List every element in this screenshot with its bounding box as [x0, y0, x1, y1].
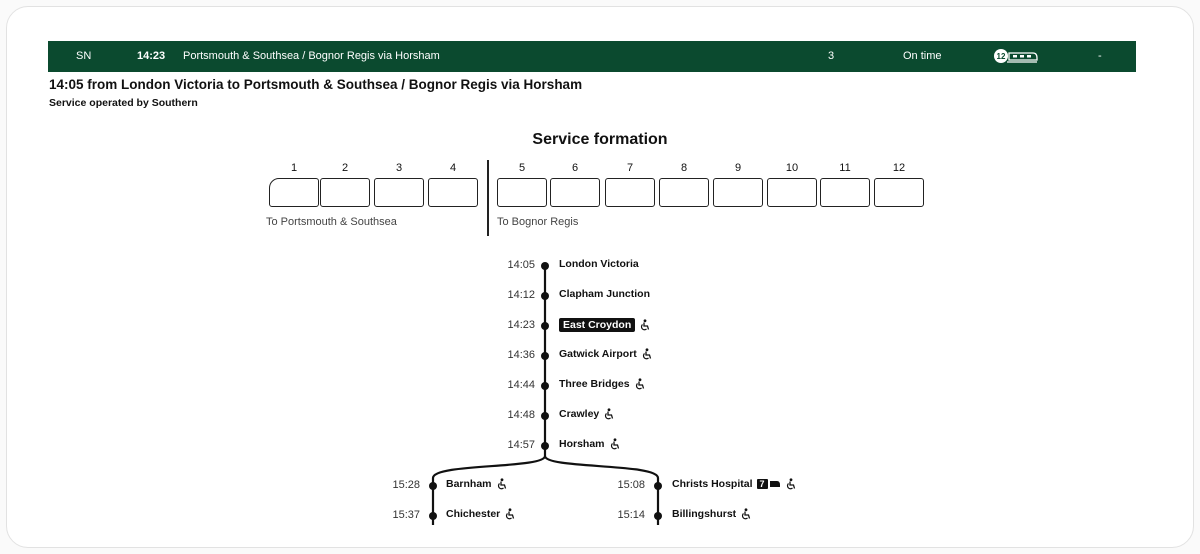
- stop-dot: [541, 352, 549, 360]
- operator-code: SN: [76, 50, 92, 62]
- portion-b-label: To Bognor Regis: [497, 216, 579, 228]
- stop-label: Clapham Junction: [559, 288, 651, 300]
- coach-number: 6: [571, 162, 579, 174]
- stop-label: Crawley: [559, 408, 600, 420]
- stop-dot: [654, 482, 662, 490]
- accessible-icon: [785, 478, 797, 490]
- coach-12[interactable]: [874, 178, 924, 207]
- coach-number: 5: [518, 162, 526, 174]
- coach-5[interactable]: [497, 178, 547, 207]
- coach-number: 10: [785, 162, 799, 174]
- train-length-icon: [993, 47, 1039, 68]
- stop-time: 14:12: [507, 289, 535, 301]
- stop-name[interactable]: [559, 408, 615, 420]
- status: On time: [903, 50, 942, 62]
- stop-label: Billingshurst: [672, 508, 737, 520]
- accessible-icon: [740, 508, 752, 520]
- coach-count: 12: [996, 52, 1006, 61]
- stop-label: East Croydon: [559, 318, 635, 332]
- portion-divider: [487, 160, 489, 236]
- departure-time: 14:23: [137, 50, 166, 62]
- formation-title: Service formation: [532, 131, 668, 148]
- coach-2[interactable]: [320, 178, 370, 207]
- stop-dot: [541, 322, 549, 330]
- stop-time: 15:14: [617, 509, 645, 521]
- stop-name[interactable]: [672, 478, 797, 490]
- accessible-icon: [504, 508, 516, 520]
- stop-dot: [541, 412, 549, 420]
- accessible-icon: [496, 478, 508, 490]
- operator-line: Service operated by Southern: [49, 97, 198, 109]
- coach-number: 7: [626, 162, 634, 174]
- stop-time: 15:08: [617, 479, 645, 491]
- accessible-icon: [634, 378, 646, 390]
- stop-label: Christs Hospital: [672, 478, 753, 490]
- coach-1[interactable]: [269, 178, 319, 207]
- stop-label: Barnham: [446, 478, 492, 490]
- stop-dot: [541, 262, 549, 270]
- stop-name[interactable]: [559, 318, 651, 332]
- page-frame: [6, 6, 1194, 548]
- stop-name[interactable]: [446, 478, 508, 490]
- stop-label: Horsham: [559, 438, 605, 450]
- stop-name[interactable]: [559, 288, 650, 300]
- stop-label: Chichester: [446, 508, 501, 520]
- stop-dot: [541, 292, 549, 300]
- stop-time: 14:05: [507, 259, 535, 271]
- accessible-icon: [609, 438, 621, 450]
- coach-badge: 7: [757, 479, 781, 489]
- coach-number: 4: [449, 162, 457, 174]
- coach-number: 2: [341, 162, 349, 174]
- page-title: 14:05 from London Victoria to Portsmouth & Southsea / Bognor Regis via Horsham: [49, 77, 583, 92]
- stop-dot: [541, 382, 549, 390]
- coach-6[interactable]: [550, 178, 600, 207]
- stop-name[interactable]: [559, 348, 653, 360]
- accessible-icon: [641, 348, 653, 360]
- portion-a-label: To Portsmouth & Southsea: [266, 216, 397, 228]
- stop-name[interactable]: [559, 258, 639, 270]
- stop-dot: [429, 512, 437, 520]
- stop-time: 14:57: [507, 439, 535, 451]
- coach-7[interactable]: [605, 178, 655, 207]
- coach-number: 8: [680, 162, 688, 174]
- coach-number: 11: [839, 162, 851, 174]
- stop-time: 14:44: [507, 379, 535, 391]
- platform: 3: [828, 50, 835, 62]
- stop-time: 14:36: [507, 349, 535, 361]
- stop-name[interactable]: [672, 508, 752, 520]
- stop-time: 15:37: [392, 509, 420, 521]
- coach-number: 12: [892, 162, 906, 174]
- stop-dot: [429, 482, 437, 490]
- service-bar[interactable]: [48, 41, 1136, 72]
- stop-time: 14:23: [507, 319, 535, 331]
- stop-label: Gatwick Airport: [559, 348, 637, 360]
- stop-name[interactable]: [446, 508, 516, 520]
- stop-time: 15:28: [392, 479, 420, 491]
- stop-dot: [654, 512, 662, 520]
- stop-time: 14:48: [507, 409, 535, 421]
- destination: Portsmouth & Southsea / Bognor Regis via Horsham: [183, 50, 440, 62]
- coach-10[interactable]: [767, 178, 817, 207]
- stop-dot: [541, 442, 549, 450]
- coach-4[interactable]: [428, 178, 478, 207]
- stop-label: Three Bridges: [559, 378, 630, 390]
- accessible-icon: [639, 319, 651, 331]
- accessible-icon: [603, 408, 615, 420]
- coach-number: 3: [395, 162, 403, 174]
- coach-8[interactable]: [659, 178, 709, 207]
- coach-number: 1: [290, 162, 298, 174]
- stop-name[interactable]: [559, 378, 646, 390]
- train-icon: [769, 479, 781, 489]
- coach-9[interactable]: [713, 178, 763, 207]
- coach-11[interactable]: [820, 178, 870, 207]
- stop-label: London Victoria: [559, 258, 639, 270]
- trailing-value: -: [1098, 50, 1102, 62]
- coach-number: 9: [734, 162, 742, 174]
- stop-name[interactable]: [559, 438, 621, 450]
- coach-3[interactable]: [374, 178, 424, 207]
